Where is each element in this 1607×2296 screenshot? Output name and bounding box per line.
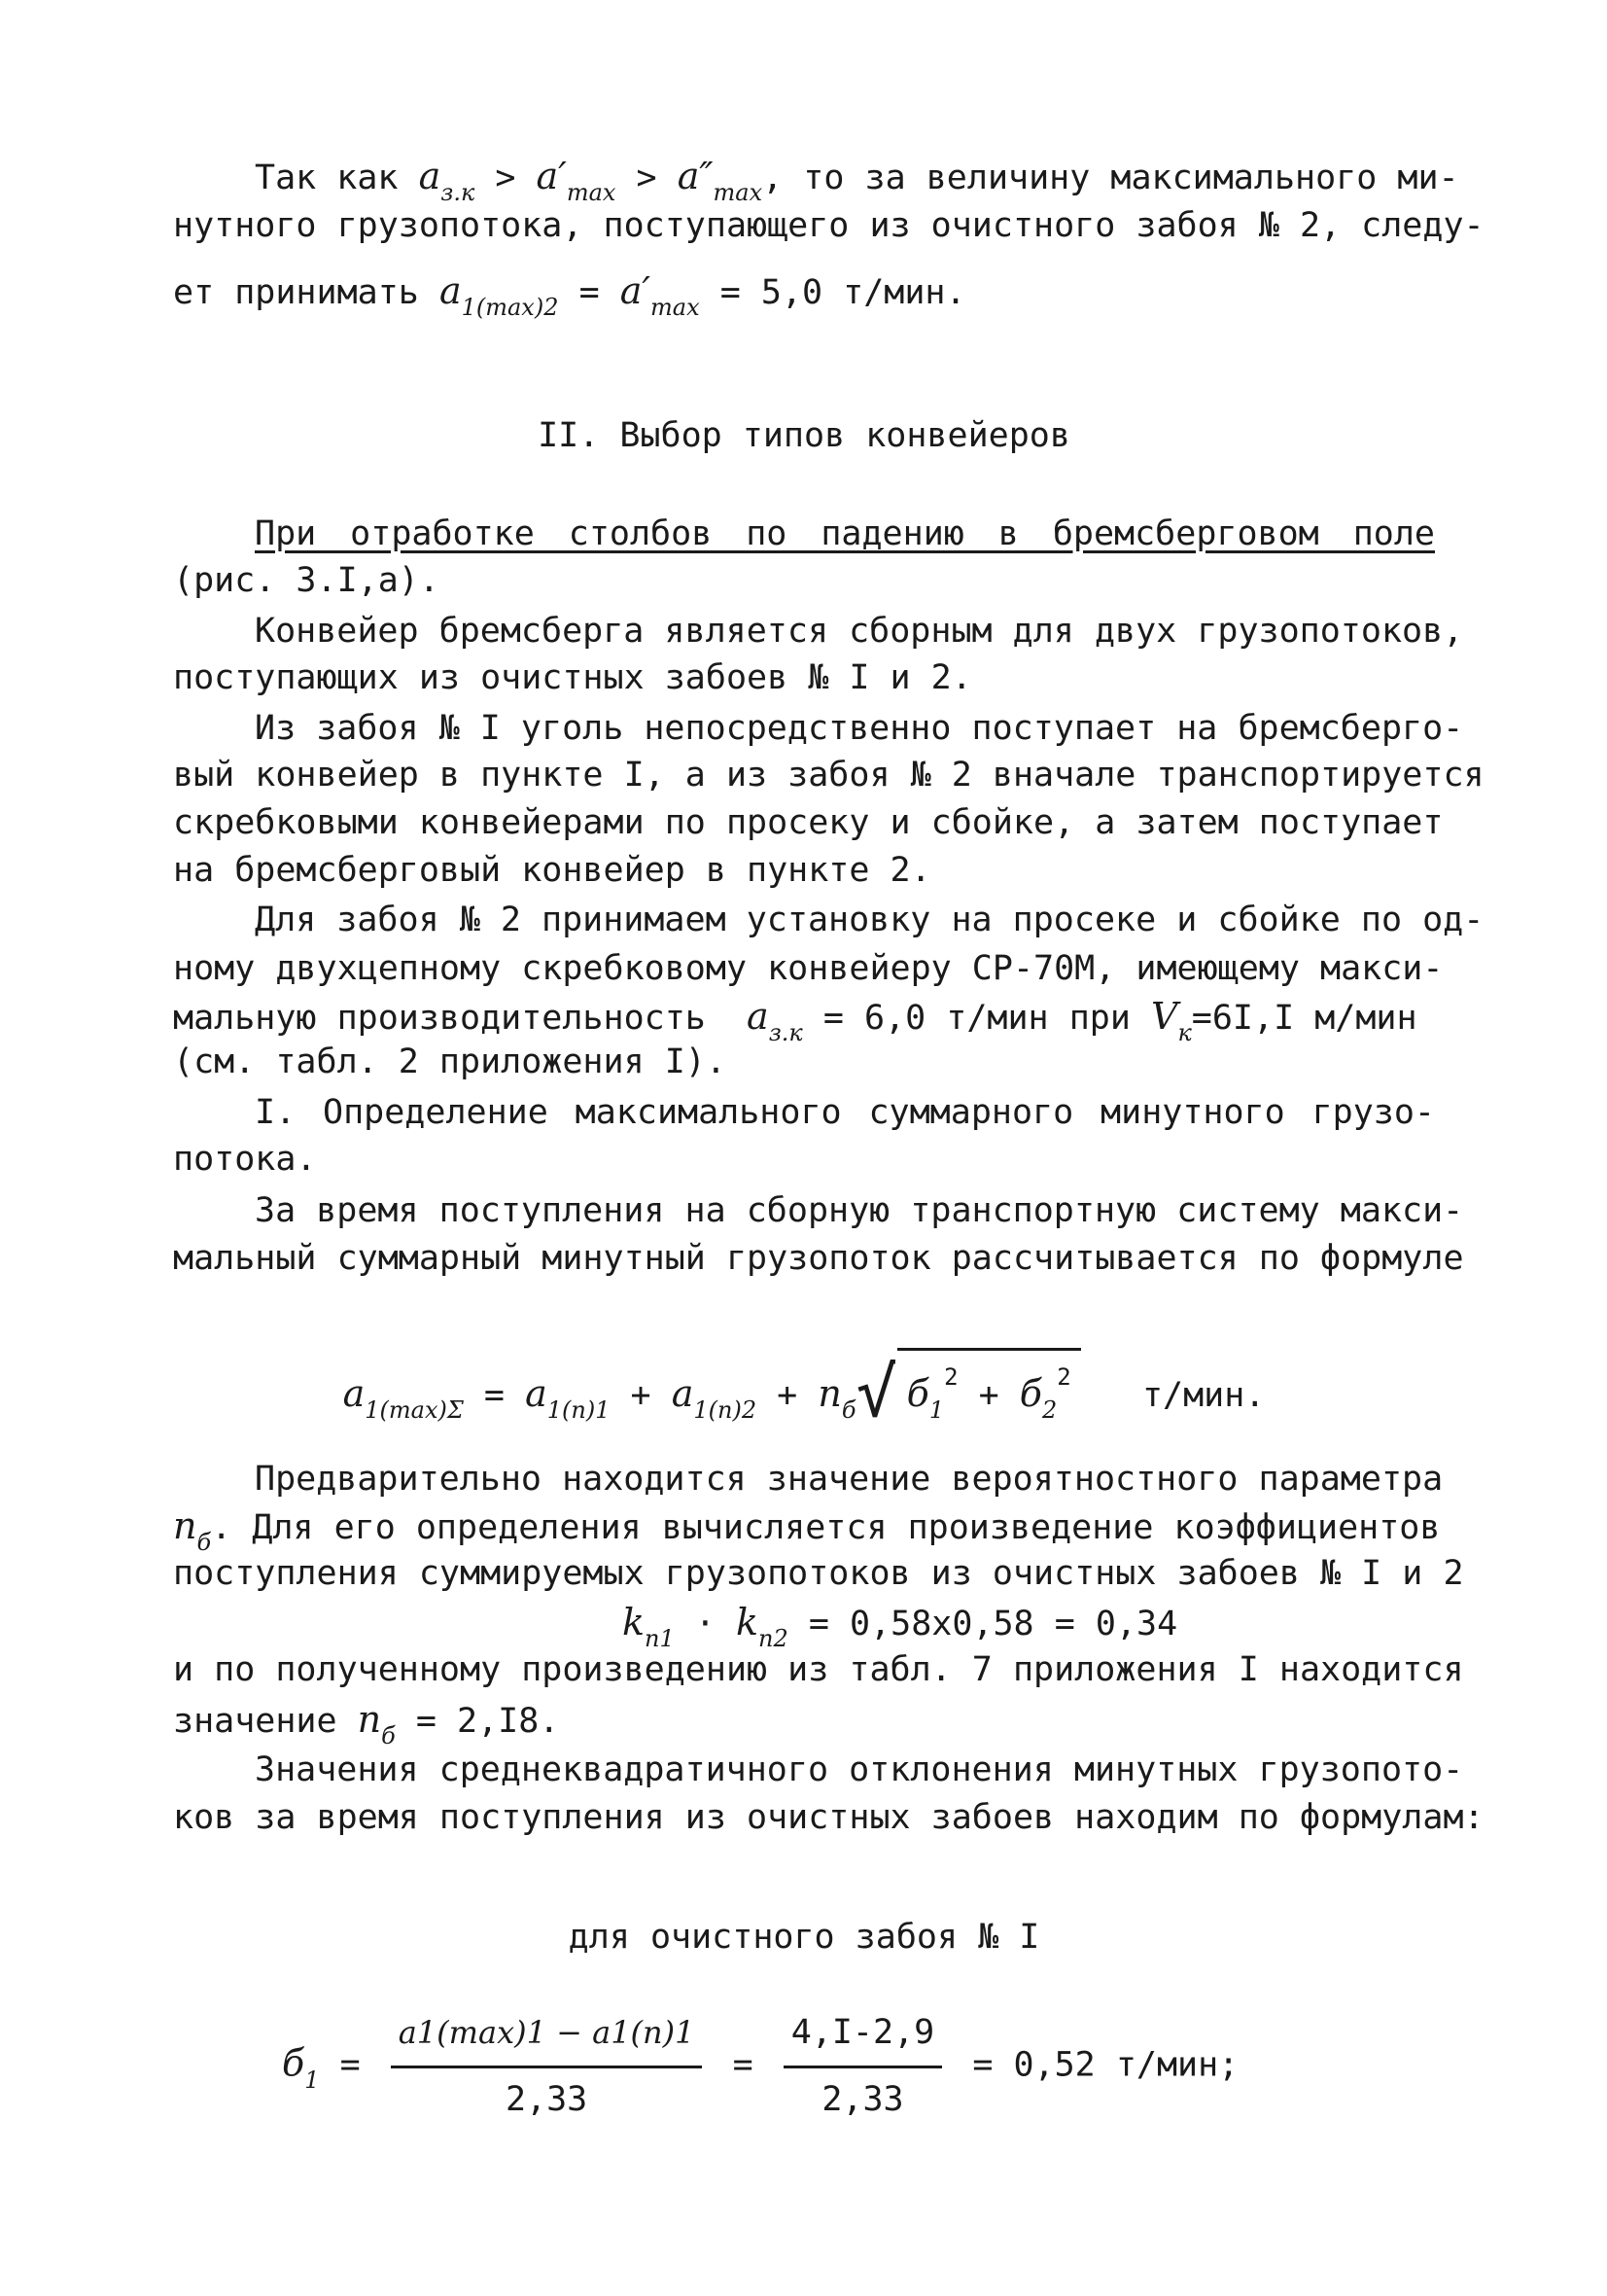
paragraph-line: ному двухцепному скребковому конвейеру СР-70М, имеющему макси- [173, 949, 1444, 988]
text: ет принимать [173, 273, 419, 312]
paragraph-line [255, 153, 1459, 206]
section-title: II. Выбор типов конвейеров [538, 416, 1070, 455]
paragraph-line: нутного грузопотока, поступающего из очистного забоя № 2, следу- [173, 206, 1485, 245]
text: . Для его определения вычисляется произведение коэффициентов [211, 1508, 1441, 1547]
formula-coefficient-product [622, 1599, 1400, 1650]
paragraph-line: Значения среднеквадратичного отклонения минутных грузопото- [255, 1750, 1464, 1789]
formula-symbol: a [671, 1372, 694, 1415]
formula-operator: = [732, 2045, 753, 2085]
text: , то за величину максимального ми- [762, 159, 1459, 197]
formula-subscript: max [650, 294, 700, 321]
paragraph-line: и по полученному произведению из табл. 7 приложения I находится [173, 1650, 1464, 1689]
formula-symbol: б [1019, 1372, 1042, 1415]
formula-subscript: б [196, 1529, 212, 1556]
formula-subscript: б [841, 1396, 856, 1424]
formula-subscript: п1 [645, 1625, 675, 1652]
formula-symbol: a [342, 1372, 366, 1415]
formula-operator: = [483, 1376, 505, 1415]
formula-subscript: 1(max)Σ [365, 1396, 464, 1424]
formula-subscript: 1(п)1 [546, 1396, 611, 1424]
formula-symbol: n [173, 1504, 197, 1547]
formula-operator: > [636, 159, 657, 197]
formula-std-deviation [282, 2003, 1449, 2129]
paragraph-line [173, 993, 1435, 1044]
paragraph-line: I. Определение максимального суммарного минутного грузо- [255, 1093, 1435, 1132]
fraction-denominator: 2,33 [821, 2080, 904, 2119]
paragraph-line: Конвейер бремсберга является сборным для двух грузопотоков, [255, 612, 1464, 651]
formula-unit: т/мин. [1141, 1376, 1266, 1415]
paragraph-line: (рис. 3.I,а). [173, 561, 439, 600]
formula-symbol: a [418, 155, 441, 197]
text: = 0,58х0,58 = 0,34 [808, 1605, 1178, 1643]
formula-subscript: 2 [1042, 1396, 1058, 1424]
paragraph-line: на бремсберговый конвейер в пункте 2. [173, 851, 931, 890]
formula-operator: + [978, 1376, 999, 1415]
paragraph-line: Предварительно находится значение вероятностного параметра [255, 1460, 1444, 1499]
fraction-numerator: a1(max)1 − a1(п)1 [391, 2003, 703, 2068]
radical-sign: √ [856, 1353, 897, 1432]
paragraph-line: За время поступления на сборную транспортную систему макси- [255, 1191, 1464, 1230]
formula-symbol: V [1150, 995, 1178, 1038]
paragraph-line [173, 1502, 1441, 1556]
formula-symbol: a [525, 1372, 547, 1415]
formula-symbol: k [622, 1601, 646, 1643]
formula-exponent: 2 [944, 1363, 959, 1391]
text: = 0,52 т/мин; [972, 2045, 1240, 2085]
paragraph-line [173, 267, 1435, 319]
formula-exponent: 2 [1057, 1363, 1071, 1391]
formula-subscript: 1 [928, 1396, 945, 1424]
paragraph-line: (см. табл. 2 приложения I). [173, 1042, 726, 1081]
formula-symbol: a″ [677, 155, 714, 197]
fraction [391, 2003, 703, 2129]
paragraph-line: поступления суммируемых грузопотоков из очистных забоев № I и 2 [173, 1554, 1464, 1593]
formula-symbol: k [736, 1601, 759, 1643]
formula-symbol: a [747, 995, 769, 1038]
formula-symbol: б [906, 1372, 929, 1415]
text: Так как [255, 159, 399, 197]
radicand [897, 1348, 1081, 1437]
fraction [784, 2003, 943, 2129]
text: мальную производительность [173, 999, 706, 1038]
paragraph-line: скребковыми конвейерами по просеку и сбойке, а затем поступает [173, 803, 1444, 842]
formula-subscript: з.к [768, 1019, 803, 1046]
paragraph-line: мальный суммарный минутный грузопоток рассчитывается по формуле [173, 1239, 1464, 1278]
subheading: для очистного забоя № I [568, 1918, 1040, 1957]
formula-symbol: a′ [536, 155, 567, 197]
formula-subscript: 1(max)2 [461, 294, 559, 321]
formula-subscript: max [566, 179, 616, 206]
fraction-denominator: 2,33 [505, 2080, 588, 2119]
formula-operator: = [578, 273, 600, 312]
paragraph-line: ков за время поступления из очистных забоев находим по формулам: [173, 1798, 1485, 1837]
formula-subscript: к [1177, 1019, 1192, 1046]
text: = 6,0 т/мин при [822, 999, 1131, 1038]
formula-symbol: a [438, 269, 462, 312]
paragraph-line: Из забоя № I уголь непосредственно поступает на бремсберго- [255, 709, 1464, 748]
formula-operator: = [339, 2045, 361, 2085]
formula-operator: + [630, 1376, 651, 1415]
formula-symbol: n [818, 1372, 842, 1415]
paragraph-line: вый конвейер в пункте I, а из забоя № 2 вначале транспортируется [173, 756, 1485, 795]
formula-subscript: б [381, 1722, 396, 1749]
formula-symbol: a′ [619, 269, 651, 312]
paragraph-line: поступающих из очистных забоев № I и 2. [173, 658, 972, 697]
text: = 5,0 т/мин. [719, 273, 966, 312]
fraction-numerator: 4,I-2,9 [784, 2003, 943, 2068]
formula-subscript: з.к [440, 179, 475, 206]
text: =6I,I м/мин [1191, 999, 1417, 1038]
formula-symbol: б [282, 2041, 305, 2085]
paragraph-line: потока. [173, 1140, 317, 1179]
formula-subscript: п2 [758, 1625, 788, 1652]
formula-subscript: 1(п)2 [693, 1396, 757, 1424]
paragraph-line [173, 1696, 1435, 1748]
paragraph-line: Для забоя № 2 принимаем установку на просеке и сбойке по од- [255, 901, 1485, 939]
formula-symbol: n [357, 1698, 382, 1741]
formula-subscript: max [713, 179, 763, 206]
underlined-heading: При отработке столбов по падению в бремсберговом поле [255, 514, 1435, 553]
formula-operator: > [495, 159, 516, 197]
formula-max-total-flow [173, 1344, 1435, 1437]
text: значение [173, 1702, 337, 1741]
text: = 2,I8. [415, 1702, 560, 1741]
formula-operator: + [777, 1376, 798, 1415]
formula-operator: · [694, 1605, 716, 1643]
formula-subscript: 1 [304, 2066, 320, 2094]
